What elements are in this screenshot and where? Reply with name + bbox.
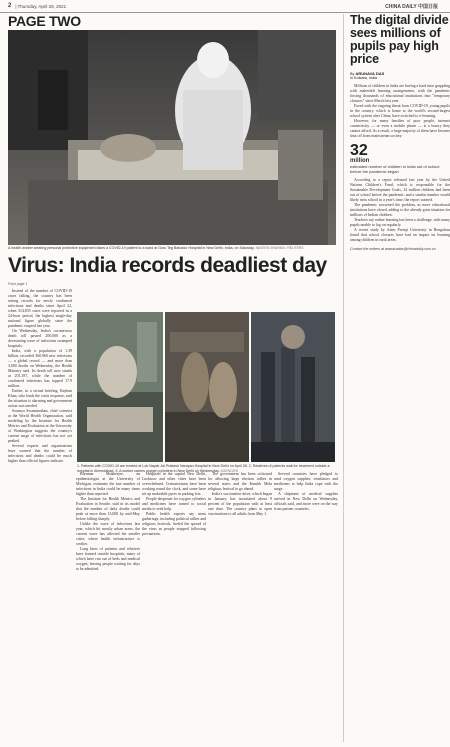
article-paragraph: The government has been criticized for allowing large election rallies in several states and the Kumbh Mela religious festival to go ahead. bbox=[208, 472, 272, 491]
masthead-brand: CHINA DAILY 中国日报 bbox=[385, 3, 438, 10]
article-paragraph: Soumya Swaminathan, chief scientist at the World Health Organization, said modeling by the Institute for Health Metrics and Evaluation at the University of Washington suggests the country's current surge of infections has not yet peaked. bbox=[8, 409, 72, 443]
article-paragraph: On Wednesday, India's coronavirus death toll passed 200,000 as a devastating wave of infections swamped hospitals. bbox=[8, 329, 72, 348]
sidebar-paragraph: A recent study by Azim Premji University in Bengaluru found that school closures have had an impact on learning among children in rural areas. bbox=[350, 228, 450, 242]
main-photo-caption bbox=[8, 246, 338, 250]
article-paragraph: India's vaccination drive, which began in January, has inoculated about 9 percent of the population with at least one dose. The country plans to open vaccinations to all adults from May 1. bbox=[208, 492, 272, 516]
main-photo-credit: NAVEEN SHARMA / REUTERS bbox=[255, 246, 304, 250]
stat-number: 32 bbox=[350, 142, 368, 159]
article-paragraph: Several countries have pledged to send oxygen supplies, ventilators and medicines to help India cope with the surge. bbox=[274, 472, 338, 491]
oxygen-cylinders-photo-image bbox=[251, 312, 335, 462]
article-paragraph: Unlike the wave of infections last year, which hit mostly urban areas, the current wave has affected the smaller cities, where health infrastructure is weaker. bbox=[76, 522, 140, 546]
article-paragraph: Public health experts say mass gatherings, including political rallies and religious festivals, fueled the spread of the virus as people stopped following precautions. bbox=[142, 512, 206, 536]
sidebar-paragraph: Faced with the ongoing threat from COVID-19, young pupils in the country, which is home to the world's second-largest school system after China, have switched to e-learning. bbox=[350, 104, 450, 118]
sidebar-article bbox=[343, 14, 450, 742]
article-column-5 bbox=[274, 472, 338, 742]
sidebar-body-1 bbox=[350, 84, 450, 139]
patients-photo-image bbox=[77, 312, 163, 462]
stat-note: estimated number of children in India out of school before the pandemic began bbox=[350, 164, 440, 174]
sidebar-paragraph: The pandemic worsened the problem, as more educational institutions have closed, adding to the already grim situation for millions of Indian children. bbox=[350, 203, 450, 217]
article-paragraph: People desperate for oxygen cylinders and medicines have turned to social media to seek help. bbox=[142, 497, 206, 511]
sidebar-body-2 bbox=[350, 178, 450, 243]
byline-location: in Kolkata, India bbox=[350, 76, 378, 80]
article-paragraph: Hospitals in the capital New Delhi, Lucknow and other cities have been overwhelmed. Crematoriums have been working round the clock, and some have set up makeshift pyres in parking lots. bbox=[142, 472, 206, 496]
page-number: 2 bbox=[8, 3, 12, 9]
relatives-photo-image bbox=[165, 312, 249, 462]
section-title: PAGE TWO bbox=[8, 13, 81, 29]
sidebar-paragraph: According to a report released last year by the United Nations Children's Fund, which is responsible for the Sustainable Development Goals, 32 million children had been out of school before the pandemic, and a similar number would likely miss school in a year's time, the report warned. bbox=[350, 178, 450, 202]
article-column-2 bbox=[76, 472, 140, 742]
article-paragraph: India, with a population of 1.39 billion, recorded 360,960 new infections — a global record — and more than 3,000 deaths on Wednesday, the Health Ministry said. Its death toll now stands at 201,187, while the number of confirmed infections has topped 17.9 million. bbox=[8, 349, 72, 388]
sidebar-paragraph: Teachers say online learning has been a challenge, with many pupils unable to log on regularly. bbox=[350, 218, 450, 227]
issue-date: | Thursday, April 29, 2021 bbox=[15, 3, 67, 9]
main-photo bbox=[8, 30, 336, 245]
main-photo-caption-text: A health worker wearing personal protective equipment takes a COVID-19 patient to a ward at Guru Teg Bahadur Hospital in New Delhi, India, on Saturday. bbox=[8, 246, 255, 250]
article-paragraph: Instead of the number of COVID-19 cases falling, the country has been setting records for newly confirmed infections and deaths since April 22, when 314,835 cases were reported in a 24-hour period, the highest single-day national figure globally since the pandemic erupted last year. bbox=[8, 289, 72, 328]
small-photos-caption bbox=[77, 464, 335, 473]
small-photo-2 bbox=[165, 312, 249, 462]
stat-unit: million bbox=[350, 158, 370, 164]
sidebar-paragraph: Millions of children in India are having a hard time grappling with makeshift learning arrangements, with the pandemic forcing thousands of educational institutions into "temporary closures" since March last year. bbox=[350, 84, 450, 103]
sidebar-headline: The digital divide sees millions of pupils pay high price bbox=[350, 13, 449, 66]
article-column-1 bbox=[8, 282, 72, 742]
byline-prefix: By bbox=[350, 72, 355, 76]
article-paragraph: The Institute for Health Metrics and Evaluation in Seattle, said in its model that the number of daily deaths could peak at more than 13,000 by mid-May before falling sharply. bbox=[76, 497, 140, 521]
sidebar-paragraph: However, for many families of poor people, internet connectivity — or even a mobile phone — is a luxury they cannot afford. As a result, a large majority of them have become shut off from mainstream society. bbox=[350, 119, 450, 138]
small-photo-3 bbox=[251, 312, 335, 462]
page-header-bar bbox=[0, 0, 450, 13]
hospital-photo-image bbox=[8, 30, 336, 245]
article-paragraph: Long lines of patients and relatives have formed outside hospitals, many of which have run out of beds and medical oxygen, leaving people waiting for days to be admitted. bbox=[76, 547, 140, 571]
small-photo-1 bbox=[77, 312, 163, 462]
sidebar-byline bbox=[350, 71, 450, 80]
article-paragraph: Earlier, in a virtual briefing, Rayhan Khan, who leads the crisis response, said the situation is alarming and government action was needed. bbox=[8, 389, 72, 408]
contact-line: Contact the writers at aranavadas@chinadaily.com.cn bbox=[350, 247, 436, 251]
article-paragraph: Several experts and organizations have warned that the number of infections and deaths could be much higher than official figures indicate. bbox=[8, 444, 72, 463]
article-column-3 bbox=[142, 472, 206, 742]
article-paragraph: Bhramar Mukherjee, an epidemiologist at the University of Michigan, estimates the true number of infections in India could be many times higher than reported. bbox=[76, 472, 140, 496]
small-photos-group bbox=[77, 312, 335, 462]
main-headline: Virus: India records deadliest day bbox=[8, 254, 327, 277]
article-column-4 bbox=[208, 472, 272, 742]
byline-author: ARUNAVA DAS bbox=[355, 71, 385, 76]
small-photos-caption-text: 1. Patients with COVID-19 are treated at Lok Nayak Jai Prakash Narayan Hospital in New Delhi on April 28. 2. Relatives of patients wait for treatment outside a hospital in Ahmedabad. 3. A worker carries oxygen cylinders in New Delhi on Wednesday. bbox=[77, 464, 330, 473]
article-paragraph: A shipment of medical supplies arrived in New Delhi on Wednesday, officials said, and more were on the way from partner countries. bbox=[274, 492, 338, 511]
small-photos-credit: AGENCIES bbox=[220, 468, 239, 473]
from-page-label: From page 1 bbox=[8, 282, 28, 286]
